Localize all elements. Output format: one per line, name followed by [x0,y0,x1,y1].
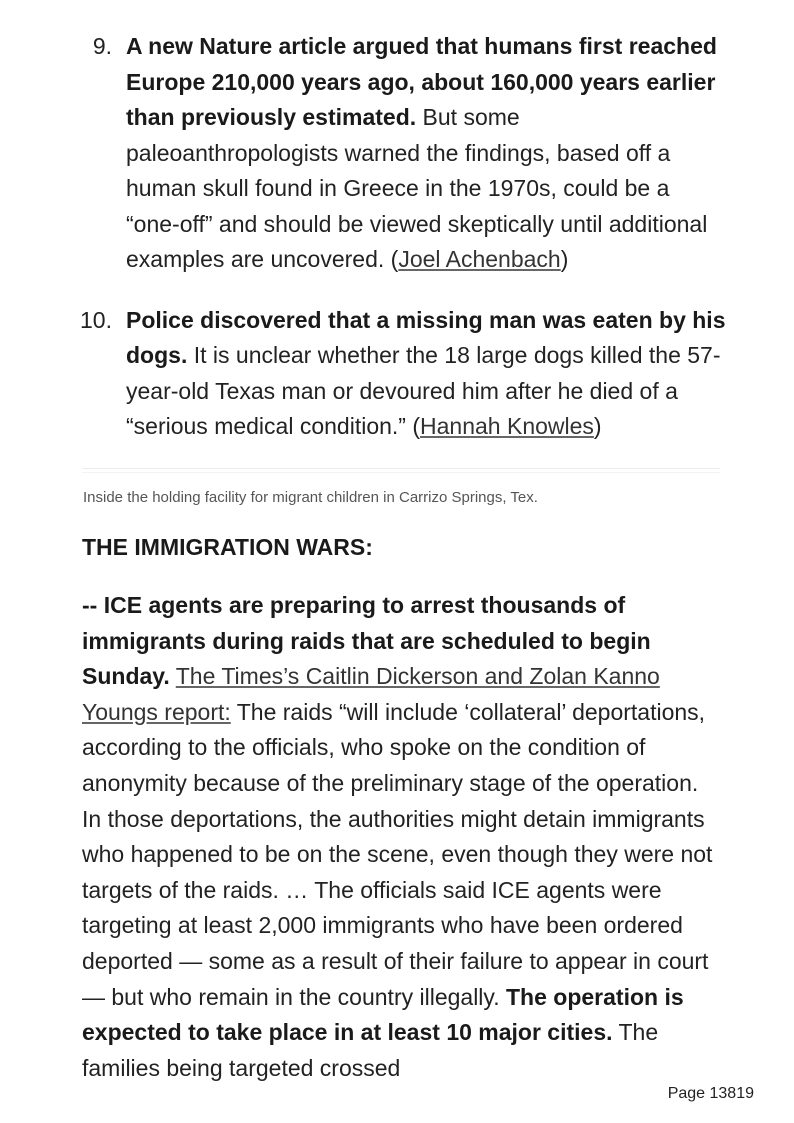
divider [82,468,720,473]
lead-bold: -- ICE agents are preparing to arrest thousands of immigrants during raids that are scheduled to begin Sunday. [82,592,651,690]
bold-statement: The operation is expected to take place in at least 10 major cities. [82,983,684,1046]
section-title: THE IMMIGRATION WARS: [82,534,373,560]
article-text: The raids “will include ‘collateral’ deportations, according to the officials, who spoke on the condition of anonymity because of the preliminary stage of the operation. In those deportations, the authorities might detain immigrants who happened to be on the scene, even though they were not targets of the raids. … The officials said ICE agents were targeting at least 2,000 immigrants who have been ordered deported — some as a result of their failure to appear in court — but who remain in the country illegally. [82,698,713,1010]
author-link[interactable]: Hannah Knowles [420,413,594,439]
source-link[interactable]: The Times’s Caitlin Dickerson and Zolan Kanno Youngs report: [82,663,660,725]
item-body: It is unclear whether the 18 large dogs killed the 57-year-old Texas man or devoured him after he died of a “serious medical condition.” ( [126,342,721,439]
article-text-continued: The families being targeted crossed [82,1019,659,1081]
list-item: 9. A new Nature article argued that humans first reached Europe 210,000 years ago, about 160,000 years earlier than previously estimated. But some paleoanthropologists warned the findings, based off a human skull found in Greece in the 1970s, could be a “one-off” and should be viewed skeptically until additional examples are uncovered. (Joel Achenbach) [0,29,726,278]
photo-caption: Inside the holding facility for migrant children in Carrizo Springs, Tex. [83,489,538,506]
author-link[interactable]: Joel Achenbach [398,246,561,272]
list-number: 9. [92,33,112,59]
list-item: 10. Police discovered that a missing man was eaten by his dogs. It is unclear whether the 18 large dogs killed the 57-year-old Texas man or devoured him after he died of a “serious medical condition.” (Hannah Knowles) [0,303,726,445]
list-number: 10. [80,306,112,333]
article-body [82,588,722,1086]
item-headline: A new Nature article argued that humans first reached Europe 210,000 years ago, about 160,000 years earlier than previously estimated. [126,33,717,130]
page-number: Page 13819 [667,1085,754,1102]
news-list [0,29,794,445]
item-headline: Police discovered that a missing man was eaten by his dogs. [126,306,726,368]
item-body: But some paleoanthropologists warned the findings, based off a human skull found in Greece in the 1970s, could be a “one-off” and should be viewed skeptically until additional examples are uncovered. ( [126,104,708,272]
